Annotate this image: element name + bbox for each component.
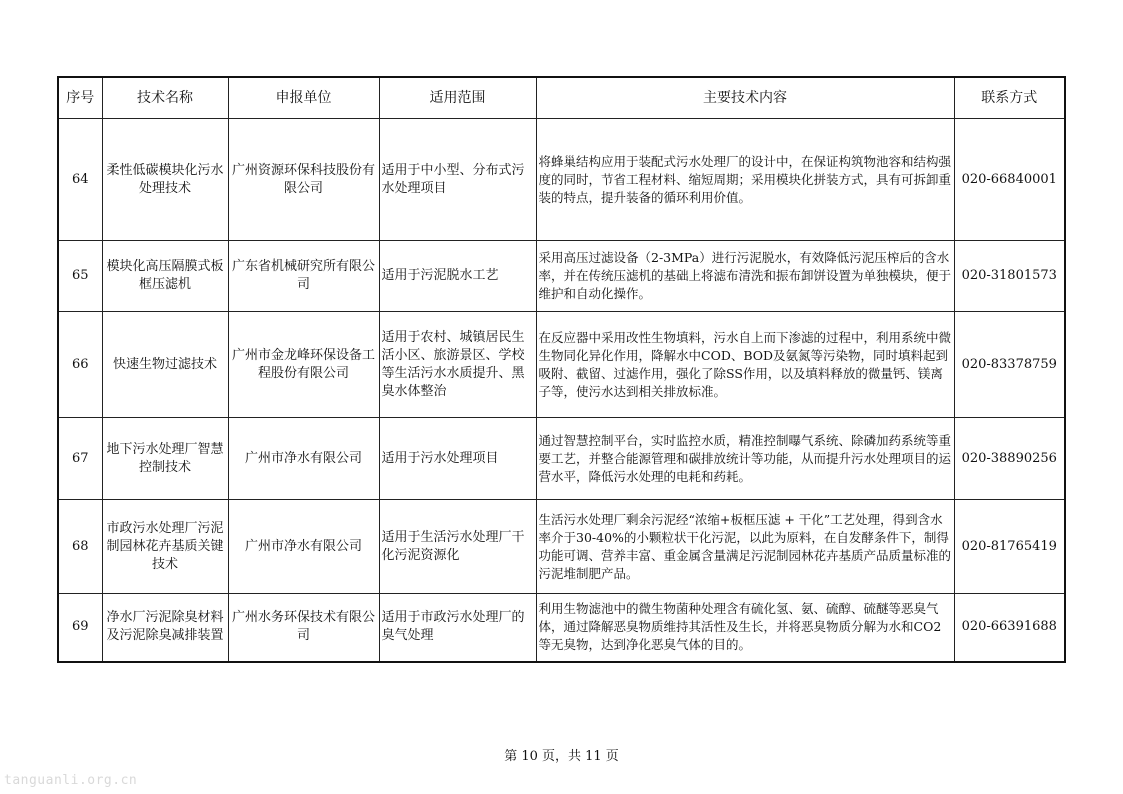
row-scope: 适用于污泥脱水工艺 bbox=[379, 241, 536, 312]
row-no: 68 bbox=[58, 500, 102, 594]
header-tech-name: 技术名称 bbox=[102, 77, 228, 119]
row-scope: 适用于生活污水处理厂干化污泥资源化 bbox=[379, 500, 536, 594]
row-no: 66 bbox=[58, 312, 102, 418]
row-applicant: 广州市金龙峰环保设备工程股份有限公司 bbox=[228, 312, 379, 418]
technology-table bbox=[57, 76, 1066, 663]
table-header-row bbox=[58, 77, 1065, 119]
row-scope: 适用于农村、城镇居民生活小区、旅游景区、学校等生活污水水质提升、黑臭水体整治 bbox=[379, 312, 536, 418]
row-contact: 020-38890256 bbox=[954, 418, 1065, 500]
table-row bbox=[58, 594, 1065, 662]
row-applicant: 广州市净水有限公司 bbox=[228, 500, 379, 594]
row-tech-name: 地下污水处理厂智慧控制技术 bbox=[102, 418, 228, 500]
row-applicant: 广州资源环保科技股份有限公司 bbox=[228, 119, 379, 241]
row-tech-name: 柔性低碳模块化污水处理技术 bbox=[102, 119, 228, 241]
header-contact: 联系方式 bbox=[954, 77, 1065, 119]
row-content: 采用高压过滤设备（2-3MPa）进行污泥脱水，有效降低污泥压榨后的含水率，并在传统压滤机的基础上将滤布清洗和振布卸饼设置为单独模块，便于维护和自动化操作。 bbox=[536, 241, 954, 312]
header-content: 主要技术内容 bbox=[536, 77, 954, 119]
row-tech-name: 快速生物过滤技术 bbox=[102, 312, 228, 418]
row-applicant: 广州市净水有限公司 bbox=[228, 418, 379, 500]
row-tech-name: 模块化高压隔膜式板框压滤机 bbox=[102, 241, 228, 312]
row-content: 通过智慧控制平台，实时监控水质，精准控制曝气系统、除磷加药系统等重要工艺，并整合能源管理和碳排放统计等功能，从而提升污水处理项目的运营水平，降低污水处理的电耗和药耗。 bbox=[536, 418, 954, 500]
watermark: tanguanli.org.cn bbox=[4, 773, 138, 788]
row-no: 64 bbox=[58, 119, 102, 241]
row-applicant: 广州水务环保技术有限公司 bbox=[228, 594, 379, 662]
row-tech-name: 净水厂污泥除臭材料及污泥除臭减排装置 bbox=[102, 594, 228, 662]
row-contact: 020-83378759 bbox=[954, 312, 1065, 418]
header-applicant: 申报单位 bbox=[228, 77, 379, 119]
table-row bbox=[58, 418, 1065, 500]
table-row bbox=[58, 500, 1065, 594]
table-row bbox=[58, 241, 1065, 312]
row-scope: 适用于市政污水处理厂的臭气处理 bbox=[379, 594, 536, 662]
row-contact: 020-81765419 bbox=[954, 500, 1065, 594]
row-contact: 020-66391688 bbox=[954, 594, 1065, 662]
row-content: 将蜂巢结构应用于装配式污水处理厂的设计中，在保证构筑物池容和结构强度的同时，节省工程材料、缩短周期；采用模块化拼装方式，具有可拆卸重装的特点，提升装备的循环利用价值。 bbox=[536, 119, 954, 241]
table-row bbox=[58, 312, 1065, 418]
row-content: 生活污水处理厂剩余污泥经“浓缩+板框压滤 + 干化”工艺处理，得到含水率介于30-40%的小颗粒状干化污泥，以此为原料，在自发酵条件下，制得功能可调、营养丰富、重金属含量满足污泥制园林花卉基质产品质量标准的污泥堆制肥产品。 bbox=[536, 500, 954, 594]
row-content: 在反应器中采用改性生物填料，污水自上而下渗滤的过程中，利用系统中微生物同化异化作用，降解水中COD、BOD及氨氮等污染物，同时填料起到吸附、截留、过滤作用，强化了除SS作用，以及填料释放的微量钙、镁离子等，使污水达到相关排放标准。 bbox=[536, 312, 954, 418]
row-contact: 020-31801573 bbox=[954, 241, 1065, 312]
row-contact: 020-66840001 bbox=[954, 119, 1065, 241]
row-no: 65 bbox=[58, 241, 102, 312]
table-row bbox=[58, 119, 1065, 241]
row-applicant: 广东省机械研究所有限公司 bbox=[228, 241, 379, 312]
page-number: 第 10 页，共 11 页 bbox=[504, 749, 619, 764]
row-scope: 适用于中小型、分布式污水处理项目 bbox=[379, 119, 536, 241]
row-content: 利用生物滤池中的微生物菌种处理含有硫化氢、氨、硫醇、硫醚等恶臭气体，通过降解恶臭物质维持其活性及生长，并将恶臭物质分解为水和CO2等无臭物，达到净化恶臭气体的目的。 bbox=[536, 594, 954, 662]
row-scope: 适用于污水处理项目 bbox=[379, 418, 536, 500]
row-tech-name: 市政污水处理厂污泥制园林花卉基质关键技术 bbox=[102, 500, 228, 594]
header-scope: 适用范围 bbox=[379, 77, 536, 119]
row-no: 69 bbox=[58, 594, 102, 662]
row-no: 67 bbox=[58, 418, 102, 500]
header-no: 序号 bbox=[58, 77, 102, 119]
